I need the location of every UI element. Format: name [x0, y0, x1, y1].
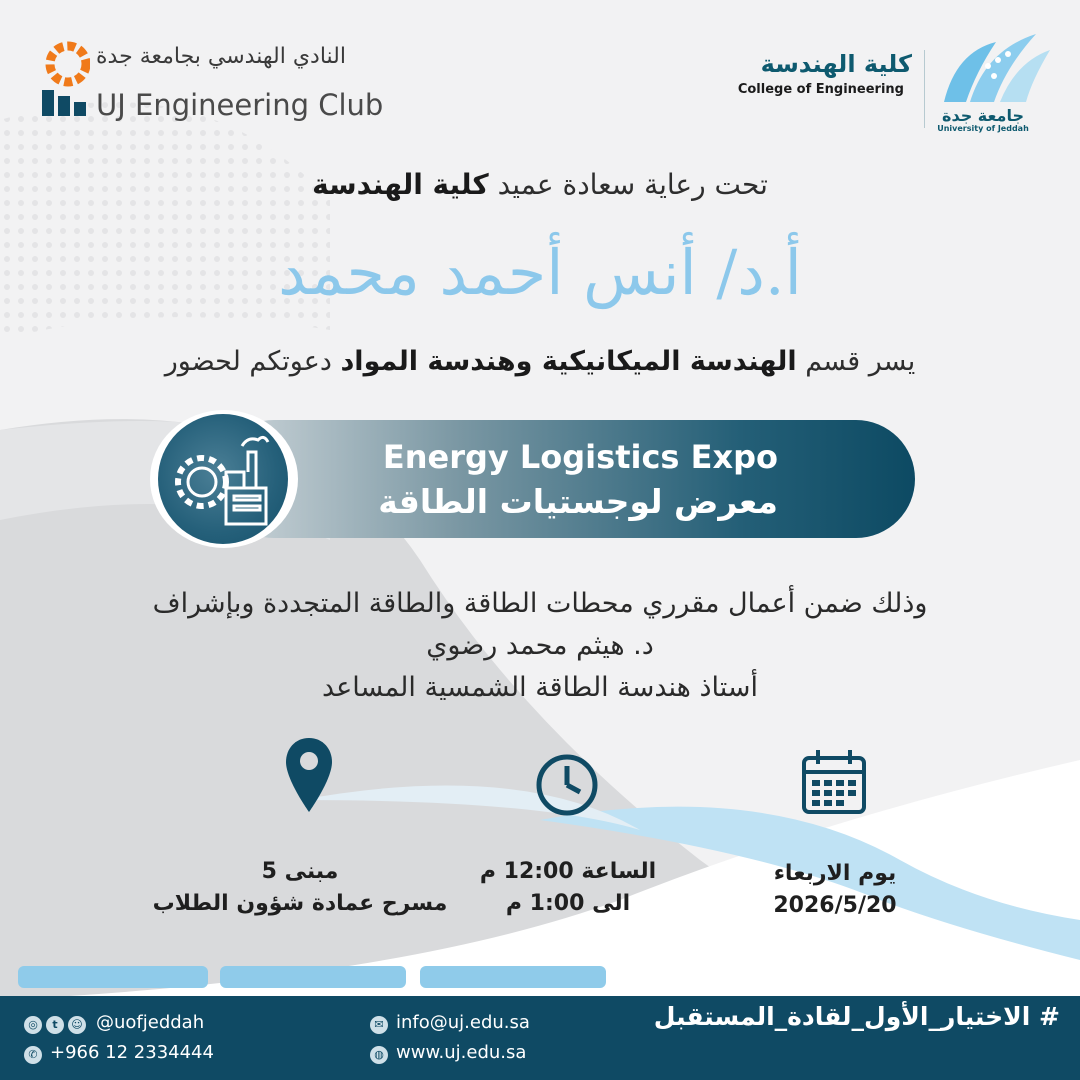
sponsor-college: كلية الهندسة: [312, 168, 489, 201]
event-day: يوم الاربعاء: [773, 861, 897, 886]
supervisor-title: أستاذ هندسة الطاقة الشمسية المساعد: [321, 672, 759, 703]
decor-stripe: [420, 966, 606, 988]
header-divider: [924, 50, 925, 128]
university-name-arabic: جامعة جدة: [942, 106, 1024, 125]
supervisor-name: د. هيثم محمد رضوي: [426, 630, 654, 661]
event-location: [150, 856, 450, 920]
event-building: مبنى 5: [261, 859, 339, 884]
event-title-arabic: معرض لوجستيات الطاقة: [378, 482, 778, 521]
location-pin-icon: [284, 736, 334, 816]
college-name-english: College of Engineering: [737, 82, 904, 97]
university-name-english: University of Jeddah: [937, 124, 1029, 133]
dean-name: أ.د/ أنس أحمد محمد: [278, 236, 802, 309]
footer-phone[interactable]: +966 12 2334444: [50, 1042, 214, 1063]
footer-hashtag[interactable]: # الاختيار_الأول_لقادة_المستقبل: [653, 1002, 1060, 1031]
description-line-1: وذلك ضمن أعمال مقرري محطات الطاقة والطاقة المتجددة وبإشراف: [152, 588, 928, 619]
club-name-arabic: النادي الهندسي بجامعة جدة: [96, 44, 346, 69]
event-time-to: الى 1:00 م: [505, 891, 631, 916]
event-venue: مسرح عمادة شؤون الطلاب: [152, 891, 448, 916]
college-name-arabic: كلية الهندسة: [760, 50, 912, 78]
invite-prefix: يسر قسم: [805, 346, 916, 377]
event-title-english: Energy Logistics Expo: [382, 438, 778, 476]
factory-gear-icon: [164, 424, 282, 534]
university-logo-icon: [936, 22, 1056, 112]
sponsor-prefix: تحت رعاية سعادة عميد: [497, 168, 768, 201]
decor-stripe: [620, 966, 1060, 988]
event-time-from: الساعة 12:00 م: [479, 859, 657, 884]
decor-stripe: [220, 966, 406, 988]
event-time: [478, 856, 658, 920]
snapchat-icon[interactable]: ☺: [68, 1016, 86, 1034]
footer-website[interactable]: www.uj.edu.sa: [396, 1042, 527, 1063]
club-gear-logo-icon: [38, 38, 90, 122]
calendar-icon: [800, 748, 868, 816]
phone-icon[interactable]: ✆: [24, 1046, 42, 1064]
invite-suffix: دعوتكم لحضور: [164, 346, 332, 377]
invite-line: [0, 346, 1080, 377]
twitter-icon[interactable]: t: [46, 1016, 64, 1034]
sponsor-line: [0, 168, 1080, 201]
social-handle[interactable]: @uofjeddah: [96, 1012, 205, 1033]
clock-icon: [534, 752, 600, 818]
email-icon[interactable]: ✉: [370, 1016, 388, 1034]
event-date: [740, 858, 930, 922]
decor-stripe: [18, 966, 208, 988]
invite-department: الهندسة الميكانيكية وهندسة المواد: [340, 346, 797, 377]
instagram-icon[interactable]: ◎: [24, 1016, 42, 1034]
club-name-english: UJ Engineering Club: [96, 88, 384, 122]
website-globe-icon[interactable]: ◍: [370, 1046, 388, 1064]
event-date-value: 2026/5/20: [773, 893, 897, 918]
footer-email[interactable]: info@uj.edu.sa: [396, 1012, 530, 1033]
